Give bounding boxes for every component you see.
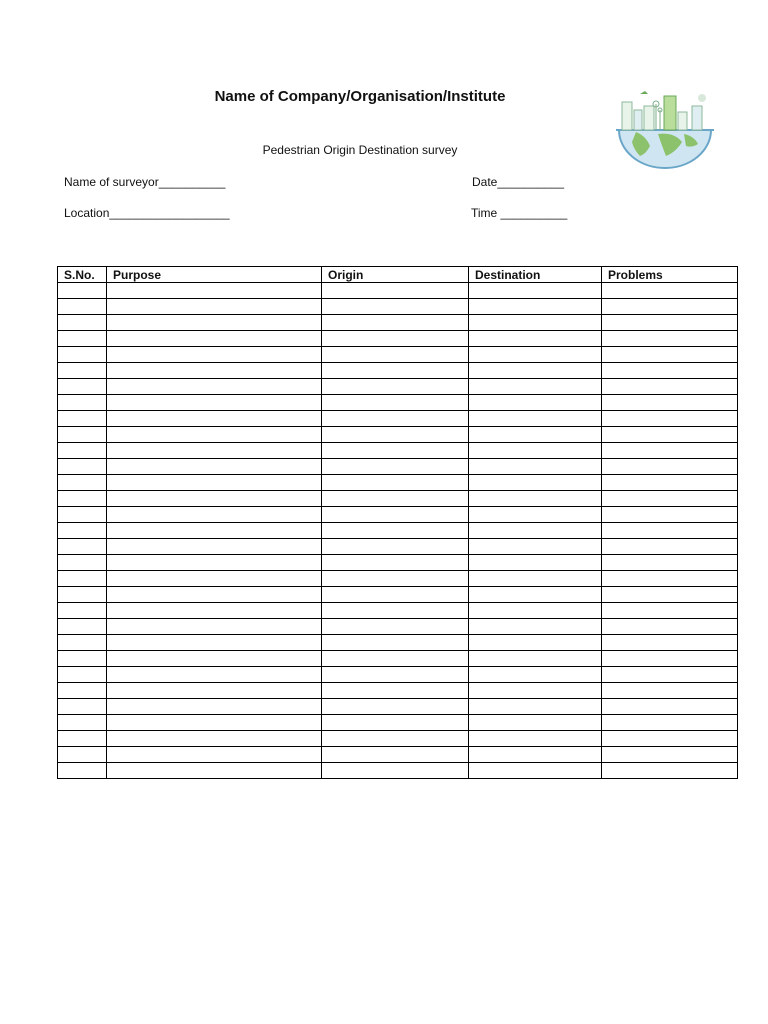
purpose-cell [107,571,322,587]
sno-cell [58,571,107,587]
sno-cell [58,491,107,507]
problems-cell [602,427,738,443]
origin-cell [322,619,469,635]
sno-cell [58,699,107,715]
purpose-cell [107,603,322,619]
table-row [58,715,738,731]
destination-cell [469,363,602,379]
table-row [58,763,738,779]
origin-cell [322,635,469,651]
destination-cell [469,443,602,459]
purpose-cell [107,443,322,459]
destination-cell [469,731,602,747]
problems-cell [602,411,738,427]
sno-cell [58,427,107,443]
origin-cell [322,363,469,379]
table-row [58,283,738,299]
sno-cell [58,747,107,763]
sno-cell [58,763,107,779]
sno-cell [58,475,107,491]
table-row [58,331,738,347]
survey-table [57,266,738,779]
origin-cell [322,379,469,395]
origin-cell [322,731,469,747]
problems-cell [602,443,738,459]
sno-cell [58,299,107,315]
purpose-cell [107,715,322,731]
table-row [58,443,738,459]
table-row [58,555,738,571]
origin-cell [322,459,469,475]
table-row [58,411,738,427]
destination-cell [469,539,602,555]
purpose-cell [107,587,322,603]
origin-cell [322,571,469,587]
table-row [58,619,738,635]
sno-cell [58,715,107,731]
sno-cell [58,331,107,347]
sno-cell [58,507,107,523]
sno-cell [58,411,107,427]
origin-cell [322,347,469,363]
surveyor-field: Name of surveyor__________ [64,175,226,189]
table-row [58,475,738,491]
sno-cell [58,315,107,331]
problems-cell [602,331,738,347]
purpose-cell [107,379,322,395]
destination-cell [469,315,602,331]
sno-cell [58,443,107,459]
table-row [58,459,738,475]
origin-cell [322,539,469,555]
problems-cell [602,363,738,379]
origin-cell [322,667,469,683]
purpose-cell [107,763,322,779]
page-title: Name of Company/Organisation/Institute [214,88,506,105]
sno-cell [58,363,107,379]
column-header-origin: Origin [322,267,469,283]
problems-cell [602,587,738,603]
origin-cell [322,331,469,347]
purpose-cell [107,427,322,443]
column-header-sno: S.No. [58,267,107,283]
problems-cell [602,715,738,731]
purpose-cell [107,347,322,363]
purpose-cell [107,475,322,491]
table-row [58,651,738,667]
problems-cell [602,299,738,315]
origin-cell [322,283,469,299]
sno-cell [58,555,107,571]
purpose-cell [107,635,322,651]
sno-cell [58,635,107,651]
sno-cell [58,539,107,555]
destination-cell [469,459,602,475]
sno-cell [58,683,107,699]
sno-cell [58,731,107,747]
destination-cell [469,619,602,635]
purpose-cell [107,315,322,331]
problems-cell [602,699,738,715]
table-row [58,347,738,363]
origin-cell [322,603,469,619]
sno-cell [58,379,107,395]
purpose-cell [107,459,322,475]
destination-cell [469,603,602,619]
problems-cell [602,731,738,747]
table-row [58,363,738,379]
purpose-cell [107,395,322,411]
table-row [58,299,738,315]
purpose-cell [107,747,322,763]
destination-cell [469,715,602,731]
purpose-cell [107,539,322,555]
destination-cell [469,523,602,539]
purpose-cell [107,699,322,715]
origin-cell [322,443,469,459]
date-field: Date__________ [472,175,565,189]
destination-cell [469,507,602,523]
destination-cell [469,667,602,683]
sno-cell [58,587,107,603]
problems-cell [602,395,738,411]
destination-cell [469,587,602,603]
problems-cell [602,555,738,571]
origin-cell [322,763,469,779]
origin-cell [322,683,469,699]
table-row [58,603,738,619]
destination-cell [469,283,602,299]
sno-cell [58,347,107,363]
purpose-cell [107,731,322,747]
origin-cell [322,315,469,331]
origin-cell [322,507,469,523]
table-row [58,315,738,331]
purpose-cell [107,523,322,539]
destination-cell [469,635,602,651]
table-row [58,635,738,651]
purpose-cell [107,411,322,427]
problems-cell [602,747,738,763]
problems-cell [602,667,738,683]
purpose-cell [107,507,322,523]
origin-cell [322,555,469,571]
problems-cell [602,491,738,507]
green-city-globe-icon [614,88,716,170]
table-row [58,507,738,523]
problems-cell [602,571,738,587]
problems-cell [602,539,738,555]
destination-cell [469,331,602,347]
destination-cell [469,699,602,715]
purpose-cell [107,491,322,507]
destination-cell [469,411,602,427]
purpose-cell [107,619,322,635]
destination-cell [469,747,602,763]
problems-cell [602,347,738,363]
destination-cell [469,491,602,507]
problems-cell [602,683,738,699]
destination-cell [469,299,602,315]
destination-cell [469,651,602,667]
problems-cell [602,523,738,539]
problems-cell [602,459,738,475]
sno-cell [58,651,107,667]
time-field: Time __________ [471,206,568,220]
destination-cell [469,555,602,571]
origin-cell [322,747,469,763]
origin-cell [322,395,469,411]
origin-cell [322,523,469,539]
destination-cell [469,763,602,779]
table-row [58,587,738,603]
table-row [58,379,738,395]
problems-cell [602,379,738,395]
column-header-problems: Problems [602,267,738,283]
destination-cell [469,571,602,587]
problems-cell [602,315,738,331]
problems-cell [602,763,738,779]
sno-cell [58,459,107,475]
table-row [58,683,738,699]
location-field: Location__________________ [64,206,230,220]
table-row [58,731,738,747]
origin-cell [322,651,469,667]
origin-cell [322,699,469,715]
purpose-cell [107,667,322,683]
purpose-cell [107,363,322,379]
origin-cell [322,715,469,731]
sno-cell [58,619,107,635]
problems-cell [602,507,738,523]
table-header-row [58,267,738,283]
origin-cell [322,411,469,427]
problems-cell [602,619,738,635]
problems-cell [602,603,738,619]
purpose-cell [107,555,322,571]
table-row [58,571,738,587]
origin-cell [322,587,469,603]
sno-cell [58,395,107,411]
origin-cell [322,427,469,443]
purpose-cell [107,283,322,299]
sno-cell [58,603,107,619]
table-row [58,667,738,683]
problems-cell [602,475,738,491]
table-row [58,395,738,411]
sno-cell [58,523,107,539]
problems-cell [602,635,738,651]
origin-cell [322,299,469,315]
destination-cell [469,379,602,395]
origin-cell [322,491,469,507]
destination-cell [469,347,602,363]
column-header-purpose: Purpose [107,267,322,283]
purpose-cell [107,299,322,315]
sno-cell [58,667,107,683]
purpose-cell [107,683,322,699]
problems-cell [602,283,738,299]
problems-cell [602,651,738,667]
destination-cell [469,395,602,411]
table-row [58,427,738,443]
table-row [58,699,738,715]
table-row [58,491,738,507]
origin-cell [322,475,469,491]
survey-subtitle: Pedestrian Origin Destination survey [262,143,458,157]
column-header-destination: Destination [469,267,602,283]
destination-cell [469,683,602,699]
table-row [58,747,738,763]
purpose-cell [107,331,322,347]
table-row [58,523,738,539]
table-row [58,539,738,555]
sno-cell [58,283,107,299]
destination-cell [469,427,602,443]
purpose-cell [107,651,322,667]
destination-cell [469,475,602,491]
